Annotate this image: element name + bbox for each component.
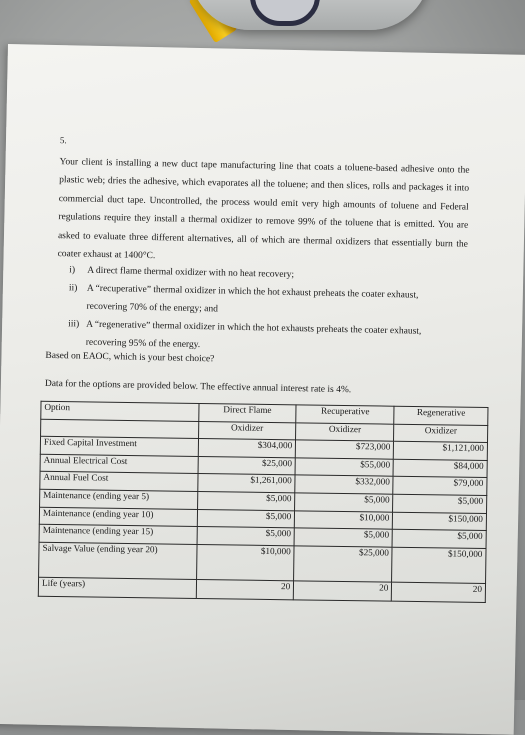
table-row: Maintenance (ending year 10) $5,000 $10,000 $150,000 — [39, 507, 486, 531]
header-recuperative: Recuperative — [296, 405, 394, 424]
table-row: Fixed Capital Investment $304,000 $723,000 $1,121,000 — [40, 436, 487, 460]
list-item-continuation: recovering 95% of the energy. — [85, 337, 201, 351]
alternatives-list — [68, 261, 470, 359]
table-row: Maintenance (ending year 15) $5,000 $5,000 $5,000 — [39, 524, 486, 548]
list-item-label: iii) — [68, 319, 80, 330]
list-item-text: A direct flame thermal oxidizer with no heat recovery; — [87, 265, 295, 281]
question-paragraph: Your client is installing a new duct tape manufacturing line that coats a toluene-based adhesive onto the plastic web; dries the adhesive, which evaporates all the toluene; and then slices, rolls and packages it into commercial duct tape. Uncontrolled, the process would emit very high amounts of toluene and Federal regulations require they install a thermal oxidizer to remove 99% of the toluene that is emitted. You are asked to evaluate three different alternatives, all of which are thermal oxidizers that essentially burn the coater exhaust at 1400°C. — [57, 157, 470, 262]
table-row: Maintenance (ending year 5) $5,000 $5,000 $5,000 — [40, 489, 487, 513]
question-number: 5. — [59, 135, 67, 146]
header-option: Option — [41, 401, 199, 421]
header-regenerative: Regenerative — [394, 406, 488, 425]
table-row: Life (years) 20 20 20 — [38, 577, 485, 602]
list-item-label: ii) — [68, 283, 78, 294]
table-row: Annual Fuel Cost $1,261,000 $332,000 $79,000 — [40, 472, 487, 496]
list-item-text: A “regenerative” thermal oxidizer in which the hot exhausts preheats the coater exhaust, — [86, 319, 422, 337]
paper-sheet — [0, 44, 525, 735]
table-row: Annual Electrical Cost $25,000 $55,000 $84,000 — [40, 454, 487, 478]
list-item-continuation: recovering 70% of the energy; and — [86, 301, 219, 315]
data-intro: Data for the options are provided below. The effective annual interest rate is 4%. — [44, 378, 352, 396]
list-item-text: A “recuperative” thermal oxidizer in which the hot exhaust preheats the coater exhaust, — [86, 283, 419, 301]
table-row: Salvage Value (ending year 20) $10,000 $25,000 $150,000 — [39, 542, 486, 583]
list-item-label: i) — [69, 265, 76, 276]
question-prompt: Based on EAOC, which is your best choice? — [45, 350, 215, 365]
header-direct: Direct Flame — [198, 403, 296, 422]
table-header-row: Oxidizer Oxidizer Oxidizer — [41, 419, 488, 443]
options-table — [38, 401, 489, 603]
